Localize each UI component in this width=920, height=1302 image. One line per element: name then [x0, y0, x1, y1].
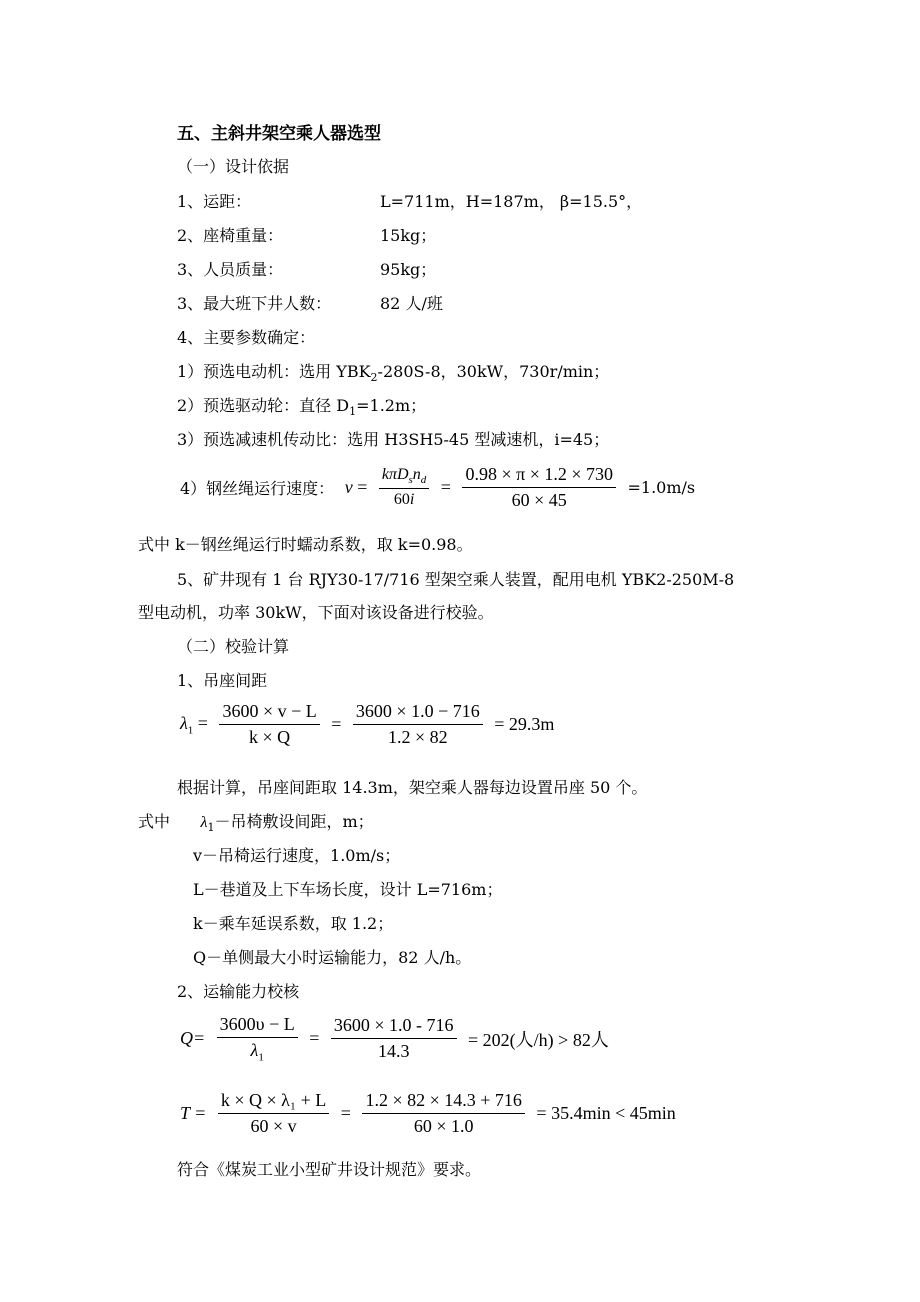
speed-numeric-fraction: $\frac{0.98 \times \pi \times 1.2 \times 730}{60 \times 45}$	[462, 464, 616, 511]
subsection-design-basis: （一）设计依据	[177, 157, 290, 176]
spacing-conclusion: 根据计算，吊座间距取 14.3m，架空乘人器每边设置吊座 50 个。	[177, 778, 648, 797]
time-symbolic-fraction: $\frac{\text{k × Q × λ₁ + L}}{60 \times v}$	[218, 1090, 329, 1137]
capacity-symbolic-fraction: $\frac{3600\upsilon - L}{\lambda_1}$	[217, 1014, 298, 1064]
conclusion: 符合《煤炭工业小型矿井设计规范》要求。	[177, 1160, 482, 1179]
basis-value-seat-weight: 15kg；	[380, 226, 437, 245]
item-seat-spacing-title: 1、吊座间距	[177, 671, 268, 690]
spacing-symbolic-fraction: $\frac{3600 \times v - L}{k \times Q}$	[219, 701, 319, 748]
basis-label-seat-weight: 2、座椅重量：	[177, 226, 284, 245]
where-lambda: 式中 $\lambda_1-$吊椅敷设间距，m；	[138, 812, 374, 835]
time-formula: T = $\frac{\text{k × Q × λ₁ + L}}{60 \times v}$ = $\frac{1.2 \times 82 \times 14.3 + 716}{60 \times 1.0}$ = 35.4min < 45min	[180, 1090, 676, 1136]
param-motor: 1）预选电动机：选用 $YBK_2-280S-8$，30kW，730r/min；	[177, 362, 610, 385]
where-v: v－吊椅运行速度，1.0m/s；	[193, 846, 401, 865]
spacing-formula: $\lambda_1$ = $\frac{3600 \times v - L}{k \times Q}$ = $\frac{3600 \times 1.0 - 716}{1.2 \times 82}$ = 29.3m	[180, 701, 555, 747]
subsection-verification: （二）校验计算	[177, 637, 290, 656]
basis-label-person-mass: 3、人员质量：	[177, 260, 284, 279]
item-capacity-title: 2、运输能力校核	[177, 982, 300, 1001]
basis-label-distance: 1、运距：	[177, 192, 252, 211]
section-heading: 五、主斜井架空乘人器选型	[177, 124, 381, 144]
capacity-formula: Q= $\frac{3600\upsilon - L}{\lambda_1}$ = $\frac{3600 \times 1.0 - 716}{14.3}$ = 202(人/h) > 82人	[180, 1014, 609, 1064]
where-k: k－乘车延误系数，取 1.2；	[193, 914, 394, 933]
speed-symbolic-fraction: $\frac{k\pi D_sn_d}{60i}$	[379, 466, 429, 509]
time-numeric-fraction: $\frac{1.2 \times 82 \times 14.3 + 716}{60 \times 1.0}$	[362, 1090, 524, 1137]
spacing-numeric-fraction: $\frac{3600 \times 1.0 - 716}{1.2 \times 82}$	[353, 701, 483, 748]
params-title: 4、主要参数确定：	[177, 328, 316, 347]
capacity-numeric-fraction: $\frac{3600 \times 1.0 - 716}{14.3}$	[331, 1015, 457, 1062]
existing-equipment-line2: 型电动机，功率 30kW，下面对该设备进行校验。	[138, 603, 494, 622]
basis-value-distance: L=711m，H=187m， β=15.5°，	[380, 192, 643, 211]
existing-equipment-line1: 5、矿井现有 1 台 RJY30-17/716 型架空乘人装置，配用电机 YBK2-250M-8	[177, 570, 735, 589]
speed-formula: 4）钢丝绳运行速度： v = $\frac{k\pi D_sn_d}{60i}$ = $\frac{0.98 \times \pi \times 1.2 \times 730}{60 \times 45}$ =1.0m/s	[180, 464, 696, 510]
param-drive-wheel: 2）预选驱动轮：直径 $D_1=1.2m$；	[177, 396, 427, 419]
where-Q: Q－单侧最大小时运输能力，82 人/h。	[193, 948, 472, 967]
note-k: 式中 k－钢丝绳运行时蠕动系数，取 k=0.98。	[138, 535, 473, 554]
basis-label-max-shift: 3、最大班下井人数：	[177, 294, 332, 313]
basis-value-person-mass: 95kg；	[380, 260, 437, 279]
param-reducer: 3）预选减速机传动比：选用 H3SH5-45 型减速机，i=45；	[177, 430, 610, 449]
basis-value-max-shift: 82 人/班	[380, 294, 443, 313]
where-L: L－巷道及上下车场长度，设计 L=716m；	[193, 880, 503, 899]
